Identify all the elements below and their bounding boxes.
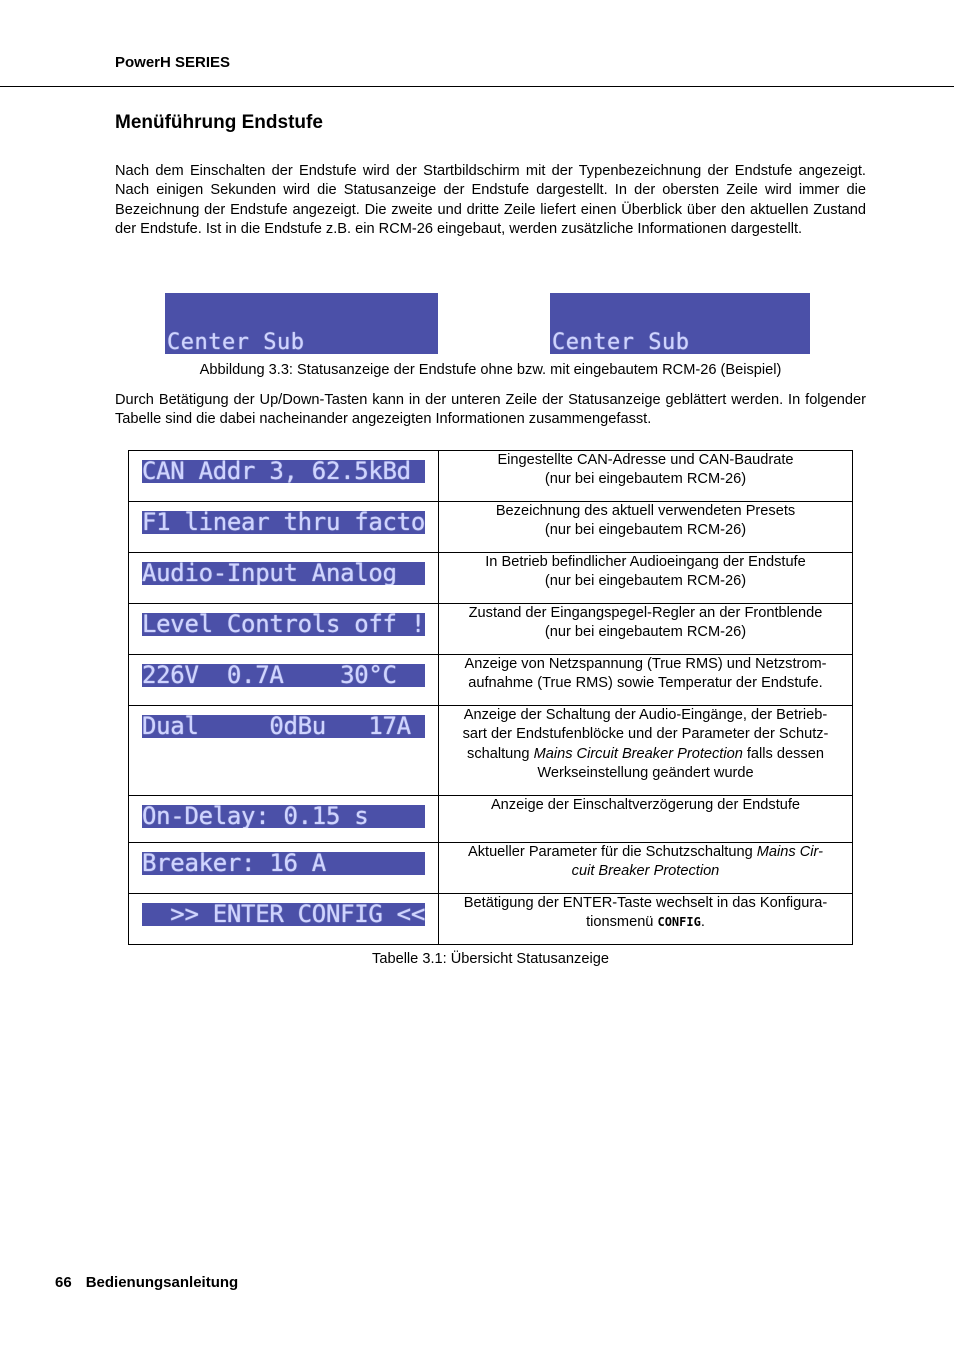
status-display-with-rcm: [550, 293, 810, 354]
footer-label: Bedienungsanleitung: [85, 1274, 239, 1291]
table-row: [129, 706, 853, 796]
row-description: In Betrieb befindlicher Audioeingang der Endstufe (nur bei eingebautem RCM-26): [439, 553, 853, 604]
row-description: Zustand der Eingangspegel-Regler an der Frontblende (nur bei eingebautem RCM-26): [439, 604, 853, 655]
status-overview-table: [128, 450, 853, 945]
table-row: [129, 604, 853, 655]
row-description: Anzeige der Einschaltverzögerung der Endstufe: [439, 796, 853, 843]
lcd-display: F1 linear thru facto: [142, 511, 425, 534]
status-display-without-rcm: [165, 293, 438, 354]
lcd-display: Dual 0dBu 17A: [142, 715, 425, 738]
lcd-display: Breaker: 16 A: [142, 852, 425, 875]
table-row: [129, 655, 853, 706]
navigation-paragraph: Durch Betätigung der Up/Down-Tasten kann in der unteren Zeile der Statusanzeige geblättert werden. In folgender Tabelle sind die dabei nacheinander angezeigten Informationen zusammengefasst.: [115, 392, 866, 428]
header-divider: [0, 86, 954, 87]
table-row: [129, 451, 853, 502]
display-line: Center Sub: [167, 330, 305, 354]
row-description: Betätigung der ENTER-Taste wechselt in das Konfigura- tionsmenü CONFIG.: [439, 894, 853, 945]
row-description: Eingestellte CAN-Adresse und CAN-Baudrate (nur bei eingebautem RCM-26): [439, 451, 853, 502]
display-line: Center Sub: [552, 330, 690, 354]
table-row: [129, 502, 853, 553]
row-description: Anzeige der Schaltung der Audio-Eingänge, der Betrieb- sart der Endstufenblöcke und der Parameter der Schutz- schaltung Mains Circuit Breaker Protection falls dessen Werkseinstellung geändert wurde: [439, 706, 853, 796]
header-series-title: PowerH SERIES: [115, 54, 231, 71]
config-menu-name: CONFIG: [657, 915, 701, 930]
row-description: Anzeige von Netzspannung (True RMS) und Netzstrom- aufnahme (True RMS) sowie Temperatur der Endstufe.: [439, 655, 853, 706]
lcd-display: Level Controls off !: [142, 613, 425, 636]
row-description: Aktueller Parameter für die Schutzschaltung Mains Cir- cuit Breaker Protection: [439, 843, 853, 894]
lcd-display: 226V 0.7A 30°C: [142, 664, 425, 687]
table-row: [129, 843, 853, 894]
section-title: Menüführung Endstufe: [115, 112, 323, 133]
table-row: [129, 796, 853, 843]
lcd-display: On-Delay: 0.15 s: [142, 805, 425, 828]
table-row: [129, 553, 853, 604]
lcd-display: CAN Addr 3, 62.5kBd: [142, 460, 425, 483]
figure-caption: Abbildung 3.3: Statusanzeige der Endstufe ohne bzw. mit eingebautem RCM-26 (Beispiel): [199, 362, 782, 378]
row-description: Bezeichnung des aktuell verwendeten Presets (nur bei eingebautem RCM-26): [439, 502, 853, 553]
lcd-display: Audio-Input Analog: [142, 562, 425, 585]
table-caption: Tabelle 3.1: Übersicht Statusanzeige: [372, 951, 609, 967]
page-footer: [55, 1274, 238, 1291]
intro-paragraph: Nach dem Einschalten der Endstufe wird der Startbildschirm mit der Typenbezeichnung der Endstufe angezeigt. Nach einigen Sekunden wird die Statusanzeige der Endstufe dargestellt. In der obersten Zeile wird immer die Bezeichnung der Endstufe angezeigt. Die zweite und dritte Zeile liefert einen Überblick über den aktuellen Zustand der Endstufe. Ist in die Endstufe z.B. ein RCM-26 eingebaut, werden zusätzliche Informationen dargestellt.: [115, 163, 866, 238]
lcd-display: >> ENTER CONFIG <<: [142, 903, 425, 926]
table-row: [129, 894, 853, 945]
page-number: 66: [55, 1274, 72, 1291]
